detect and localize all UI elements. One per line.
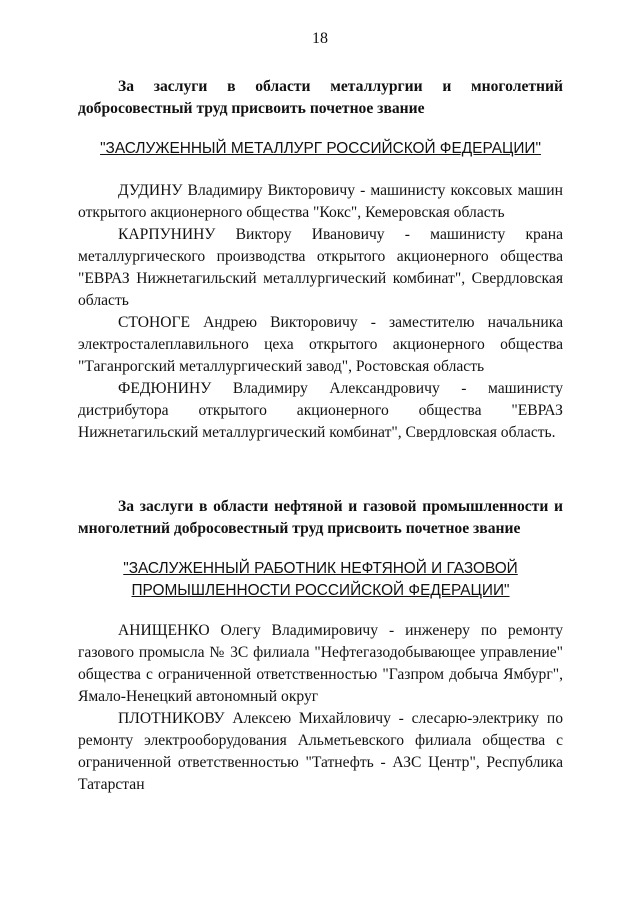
award-entry-fedyunin: ФЕДЮНИНУ Владимиру Александровичу - машинисту дистрибутора открытого акционерного общества "ЕВРАЗ Нижнетагильский металлургический комбинат", Свердловская область.	[78, 380, 563, 441]
section-2-title-line-2: ПРОМЫШЛЕННОСТИ РОССИЙСКОЙ ФЕДЕРАЦИИ"	[131, 582, 510, 599]
section-1-intro: За заслуги в области металлургии и многолетний добросовестный труд присвоить почетное звание	[78, 78, 563, 117]
section-2-title	[78, 558, 563, 602]
section-1-entries	[78, 180, 563, 444]
award-entry-plotnikov: ПЛОТНИКОВУ Алексею Михайловичу - слесарю-электрику по ремонту электрооборудования Альметьевского филиала общества с ограниченной ответственностью "Татнефть - АЗС Центр", Республика Татарстан	[78, 710, 563, 793]
section-2-entries	[78, 620, 563, 796]
award-entry-stonoga: СТОНОГЕ Андрею Викторовичу - заместителю начальника электросталеплавильного цеха открытого акционерного общества "Таганрогский металлургический завод", Ростовская область	[78, 314, 563, 375]
section-2-intro: За заслуги в области нефтяной и газовой промышленности и многолетний добросовестный труд присвоить почетное звание	[78, 498, 563, 537]
award-entry-anishchenko: АНИЩЕНКО Олегу Владимировичу - инженеру по ремонту газового промысла № 3С филиала "Нефтегазодобывающее управление" общества с ограниченной ответственностью "Газпром добыча Ямбург", Ямало-Ненецкий автономный округ	[78, 622, 563, 705]
award-entry-karpunin: КАРПУНИНУ Виктору Ивановичу - машинисту крана металлургического производства открытого акционерного общества "ЕВРАЗ Нижнетагильский металлургический комбинат", Свердловская область	[78, 226, 563, 309]
section-2-title-line-1: "ЗАСЛУЖЕННЫЙ РАБОТНИК НЕФТЯНОЙ И ГАЗОВОЙ	[123, 560, 518, 577]
award-entry-dudin: ДУДИНУ Владимиру Викторовичу - машинисту коксовых машин открытого акционерного общества "Кокс", Кемеровская область	[78, 182, 563, 221]
section-1-title-line-1: "ЗАСЛУЖЕННЫЙ МЕТАЛЛУРГ РОССИЙСКОЙ ФЕДЕРАЦИИ"	[100, 140, 541, 157]
section-1-title	[78, 138, 563, 160]
page-number: 18	[312, 30, 328, 47]
